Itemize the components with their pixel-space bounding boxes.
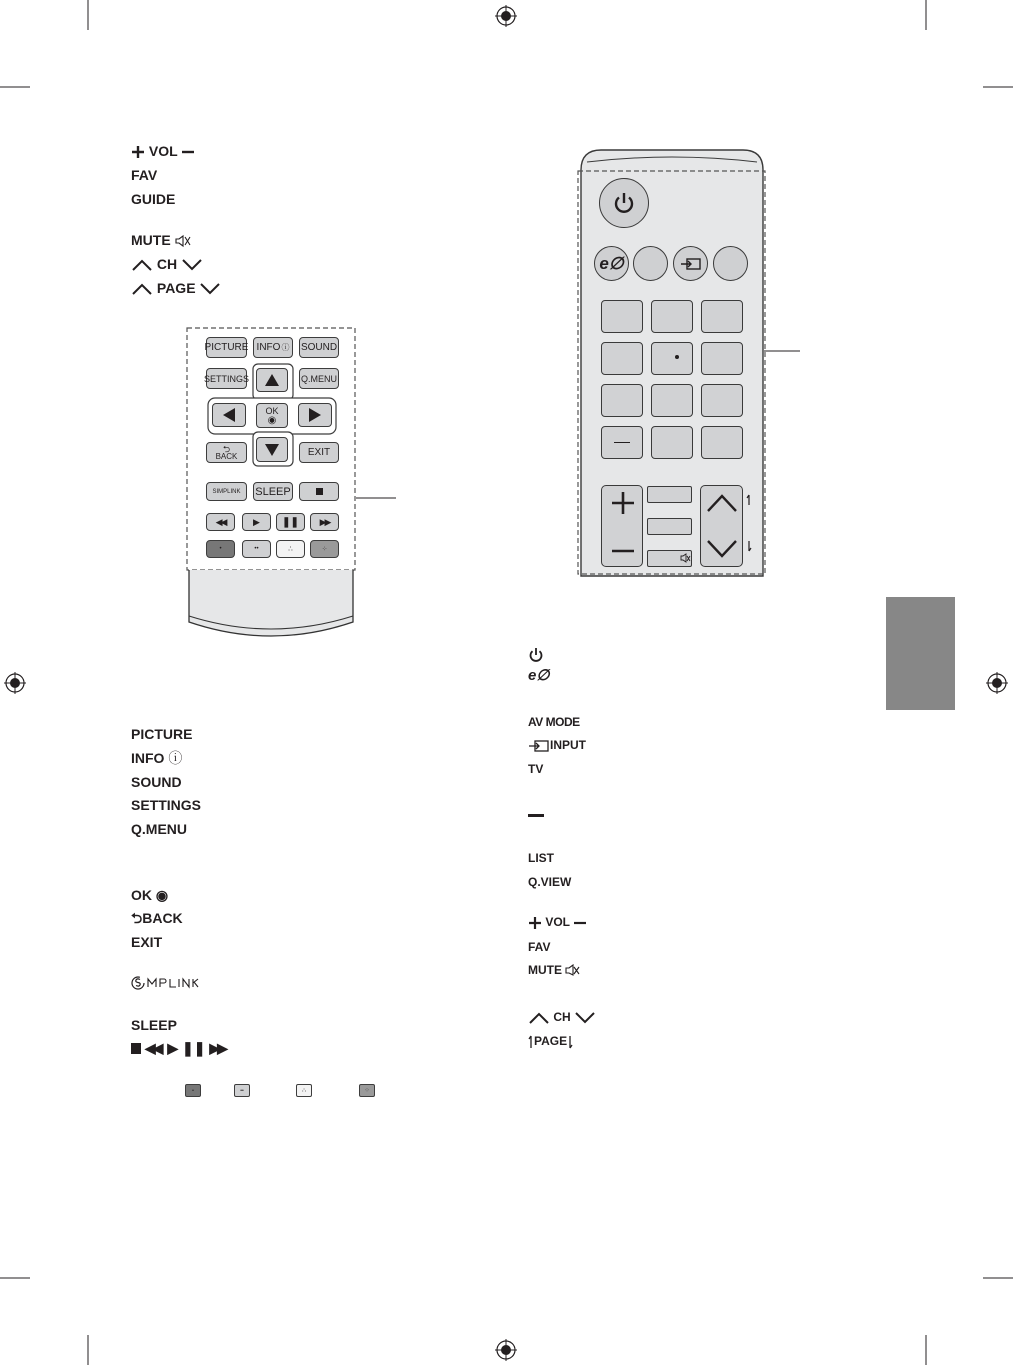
ok-dot-icon: ◉	[155, 887, 169, 903]
ch-key-label: CH	[131, 256, 203, 272]
red-key-button[interactable]	[206, 540, 235, 558]
blue-key-button[interactable]	[310, 540, 339, 558]
input-icon	[680, 257, 702, 271]
green-key-button[interactable]	[242, 540, 271, 558]
blue-key-icon: ⁘	[359, 1084, 375, 1097]
back-button[interactable]	[206, 442, 247, 463]
chevron-down-icon	[574, 1012, 596, 1024]
pause-button[interactable]	[276, 513, 305, 531]
ok-button[interactable]	[256, 403, 288, 428]
power-button[interactable]	[599, 178, 649, 228]
up-arrow-icon	[264, 373, 280, 387]
qview-key-label: Q.VIEW	[528, 875, 572, 889]
dash-icon	[528, 814, 544, 818]
info-key-label: INFO ⓘ	[131, 750, 183, 766]
number-key-4[interactable]	[601, 342, 643, 375]
exit-key-label: EXIT	[131, 934, 163, 950]
back-button-label: BACK	[215, 451, 238, 461]
avmode-key-label: AV MODE	[528, 715, 580, 729]
play-icon: ▶	[167, 1040, 179, 1056]
settings-button[interactable]: SETTINGS	[206, 368, 247, 389]
picture-key-label: PICTURE	[131, 726, 193, 742]
minus-icon	[181, 145, 195, 159]
stop-button[interactable]	[299, 482, 339, 501]
list-key-label: LIST	[528, 851, 554, 865]
tv-button[interactable]	[713, 246, 748, 281]
input-button[interactable]	[673, 246, 708, 281]
simplink-button[interactable]: SIMPLINK	[206, 482, 247, 501]
green-key-icon: ••	[234, 1084, 250, 1097]
number-key-5[interactable]	[651, 342, 693, 375]
number-key-3[interactable]	[701, 300, 743, 333]
plus-icon	[131, 145, 145, 159]
up-arrow-button[interactable]	[256, 368, 288, 392]
sleep-key-label: SLEEP	[131, 1017, 177, 1033]
info-icon: ⓘ	[168, 750, 183, 766]
page-key-label: PAGE	[528, 1033, 573, 1049]
fast-forward-button[interactable]	[310, 513, 339, 531]
energy-saving-button[interactable]	[594, 246, 629, 281]
minus-icon	[573, 916, 587, 930]
chevron-up-icon	[528, 1012, 550, 1024]
right-arrow-button[interactable]	[298, 403, 332, 427]
ok-key-label: OK ◉	[131, 887, 169, 903]
rewind-icon: ◀◀	[215, 516, 226, 527]
mute-key-label: MUTE	[528, 962, 580, 978]
section-tab	[886, 597, 955, 710]
yellow-key-button[interactable]	[276, 540, 305, 558]
number-key-7[interactable]	[601, 384, 643, 417]
energy-saving-icon: e∅	[528, 667, 550, 684]
left-arrow-icon	[222, 407, 236, 423]
energy-saving-icon: e∅	[599, 253, 624, 273]
callout-line	[356, 495, 396, 501]
three-dots-icon: ∴	[288, 546, 293, 553]
right-arrow-icon	[308, 407, 322, 423]
playback-keys-label	[131, 1040, 225, 1056]
q-view-button[interactable]	[647, 486, 692, 503]
mute-icon	[565, 964, 580, 977]
simplink-logo-icon	[131, 974, 201, 992]
two-dots-icon: ••	[254, 546, 259, 552]
ok-button-label: OK	[265, 405, 279, 416]
play-button[interactable]	[242, 513, 271, 531]
mute-icon	[175, 234, 191, 248]
ch-key-label: CH	[528, 1009, 596, 1025]
red-key-icon: •	[185, 1084, 201, 1097]
picture-button[interactable]: PICTURE	[206, 337, 247, 358]
stop-icon	[131, 1043, 141, 1054]
power-icon	[528, 647, 544, 663]
info-button[interactable]	[253, 337, 293, 358]
pause-icon: ❚❚	[282, 516, 299, 528]
av-mode-button[interactable]	[633, 246, 668, 281]
chevron-down-icon	[706, 539, 738, 559]
channel-rocker[interactable]	[700, 485, 743, 567]
page-up-icon	[746, 494, 752, 506]
number-key-9[interactable]	[701, 384, 743, 417]
sleep-button[interactable]: SLEEP	[253, 482, 293, 501]
chevron-up-icon	[131, 259, 153, 271]
registration-mark-icon	[986, 672, 1008, 694]
tactile-dot-icon	[675, 355, 679, 359]
qmenu-button[interactable]: Q.MENU	[299, 368, 339, 389]
stop-icon	[316, 488, 323, 495]
sound-button[interactable]: SOUND	[299, 337, 339, 358]
four-dots-icon: ⁘	[321, 546, 328, 553]
guide-key-label: GUIDE	[131, 191, 176, 207]
back-arrow-icon: ⮌	[222, 443, 231, 454]
number-key-1[interactable]	[601, 300, 643, 333]
tv-key-label: TV	[528, 762, 544, 776]
vol-key-label: VOL	[131, 143, 195, 159]
input-icon	[528, 740, 550, 752]
rewind-icon: ◀◀	[144, 1040, 161, 1056]
fast-forward-icon: ▶▶	[209, 1040, 225, 1056]
back-key-label: ⮌BACK	[131, 910, 183, 926]
pause-icon: ❚❚	[182, 1040, 206, 1056]
down-arrow-button[interactable]	[256, 437, 288, 462]
exit-button[interactable]: EXIT	[299, 442, 339, 463]
plus-icon	[528, 916, 542, 930]
left-arrow-button[interactable]	[212, 403, 246, 427]
settings-key-label: SETTINGS	[131, 797, 202, 813]
mute-button[interactable]	[647, 550, 692, 567]
number-key-8[interactable]	[651, 384, 693, 417]
callout-line	[764, 348, 800, 354]
power-icon	[612, 191, 636, 215]
play-icon: ▶	[253, 516, 260, 527]
ok-dot-icon: ◉	[267, 414, 277, 426]
chevron-up-icon	[706, 493, 738, 513]
rewind-button[interactable]	[206, 513, 235, 531]
registration-mark-icon	[4, 672, 26, 694]
sound-key-label: SOUND	[131, 774, 182, 790]
number-key-0[interactable]	[651, 426, 693, 459]
chevron-up-icon	[131, 283, 153, 295]
qmenu-key-label: Q.MENU	[131, 821, 187, 837]
yellow-key-icon: ∴	[296, 1084, 312, 1097]
registration-mark-icon	[495, 1339, 517, 1361]
page-down-icon	[746, 540, 752, 552]
vol-key-label: VOL	[528, 914, 587, 930]
info-icon: ⓘ	[281, 343, 290, 352]
back-arrow-icon: ⮌	[131, 910, 143, 926]
fav-button[interactable]	[647, 518, 692, 535]
dash-icon	[614, 442, 630, 444]
volume-rocker[interactable]	[601, 485, 643, 567]
one-dot-icon: •	[219, 546, 222, 552]
registration-mark-icon	[495, 5, 517, 27]
mute-key-label: MUTE	[131, 232, 191, 248]
number-key-6[interactable]	[701, 342, 743, 375]
down-arrow-icon	[264, 443, 280, 457]
number-key-2[interactable]	[651, 300, 693, 333]
info-button-label: INFO	[256, 342, 281, 353]
chevron-down-icon	[181, 259, 203, 271]
input-key-label: INPUT	[528, 737, 586, 753]
page-key-label: PAGE	[131, 280, 221, 296]
minus-icon	[610, 538, 636, 564]
plus-icon	[610, 490, 636, 516]
page-down-icon	[567, 1035, 573, 1049]
chevron-down-icon	[199, 283, 221, 295]
fav-key-label: FAV	[528, 940, 551, 954]
fast-forward-icon: ▶▶	[319, 516, 330, 527]
mute-icon	[680, 553, 691, 563]
list-button[interactable]	[701, 426, 743, 459]
dash-button[interactable]	[601, 426, 643, 459]
fav-key-label: FAV	[131, 167, 158, 183]
